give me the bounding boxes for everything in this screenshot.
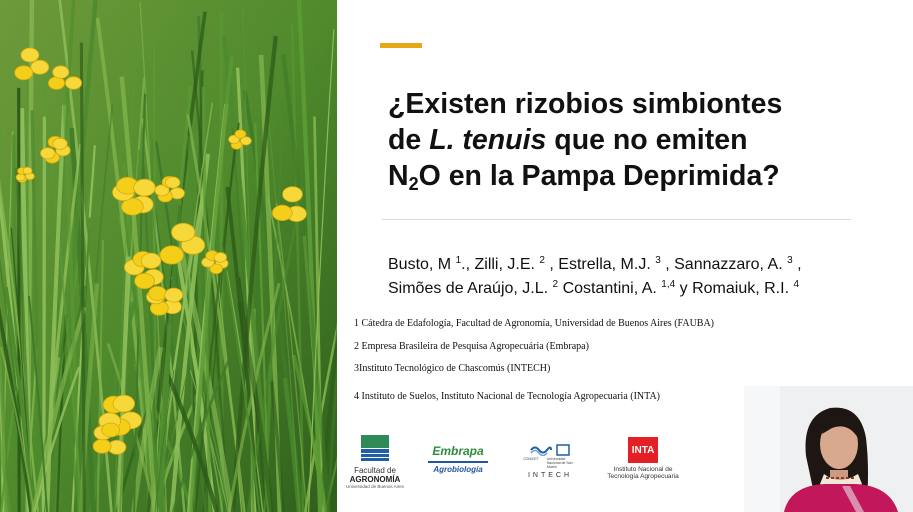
fauba-line-3: Universidad de Buenos Aires: [346, 484, 404, 489]
title-line-3-pre: N: [388, 160, 409, 192]
fauba-logo: [340, 428, 410, 489]
presenter-portrait: [744, 386, 913, 512]
embrapa-logo: [426, 428, 490, 474]
poster-title: [388, 86, 888, 194]
unsam-label: Universidad Nacional de San Martín: [546, 457, 573, 469]
conicet-icon: [530, 444, 552, 456]
author-estrella: , Estrella, M.J.: [549, 256, 651, 273]
title-divider: [382, 219, 851, 220]
author-list: Busto, M $^1$., Zilli, J.E. $^2$ , Estrella, M.J. $^3$ , Sannazzaro, A. $^3$ , Simões de Araújo, J.L. $^2$ Costantini, A. $^{1,4}$ y Romaiuk, R.I. $^4$: [388, 255, 802, 297]
flower-petal: [15, 66, 33, 80]
conicet-label: CONICET: [523, 457, 539, 461]
author-zilli: ., Zilli, J.E.: [461, 256, 535, 273]
flower-petal: [31, 60, 49, 74]
intech-logo: [511, 428, 589, 479]
affiliation-4: 4 Instituto de Suelos, Instituto Nacional de Tecnología Agropecuaria (INTA): [354, 391, 661, 402]
flower-petal: [214, 253, 227, 263]
flower-petal: [53, 138, 67, 149]
inta-line-2: Tecnología Agropecuaria: [607, 473, 679, 480]
flower-petal: [141, 253, 161, 268]
accent-bar: [380, 43, 422, 48]
author-sannazzaro: , Sannazzaro, A.: [665, 256, 783, 273]
flower-petal: [113, 395, 135, 412]
flower-petal: [165, 288, 183, 302]
institution-logos: [340, 428, 740, 512]
fauba-line-1: Facultad de: [354, 466, 396, 475]
flower-petal: [235, 130, 246, 138]
affiliation-2: 2 Empresa Brasileira de Pesquisa Agropecuária (Embrapa): [354, 341, 589, 352]
flowers-illustration: [0, 0, 337, 512]
flower-petal: [166, 177, 180, 188]
flower-petal: [53, 66, 69, 79]
affiliation-3: 3Instituto Tecnológico de Chascomús (INTECH): [354, 363, 551, 374]
inta-logo: [602, 428, 684, 480]
flower-petal: [134, 179, 156, 196]
author-busto-sup: 1: [455, 255, 462, 266]
flower-petal: [93, 439, 111, 453]
title-subscript: 2: [408, 174, 419, 194]
flower-petal: [149, 286, 167, 300]
flower-petal: [283, 187, 303, 202]
flower-petal: [102, 423, 120, 437]
fauba-line-2: AGRONOMÍA: [349, 475, 401, 484]
author-estrella-sup: 3: [655, 255, 661, 266]
author-simoes: Simões de Araújo, J.L.: [388, 280, 549, 297]
author-costantini: Costantini, A.: [562, 280, 657, 297]
title-line-2-post: que no emiten: [546, 124, 748, 156]
inta-badge-text: INTA: [631, 444, 655, 456]
embrapa-sub: Agrobiología: [433, 465, 483, 474]
flower-petal: [23, 167, 32, 174]
author-sannazzaro-sup: 3: [787, 255, 793, 266]
author-romaniuk-sup: 4: [793, 279, 800, 290]
presenter-photo: [744, 386, 913, 512]
affiliation-1: 1 Cátedra de Edafología, Facultad de Agronomía, Universidad de Buenos Aires (FAUBA): [354, 318, 715, 329]
author-romaniuk: y Romaiuk, R.I.: [679, 280, 790, 297]
title-line-2-pre: de: [388, 124, 430, 156]
inta-badge-icon: [628, 437, 658, 463]
author-busto: Busto, M: [388, 256, 452, 273]
title-line-1: ¿Existen rizobios simbiontes: [388, 88, 783, 120]
species-name: L. tenuis: [429, 124, 547, 156]
author-costantini-sup: 1,4: [661, 279, 676, 290]
flower-petal: [272, 205, 292, 220]
flower-petal: [65, 77, 81, 90]
title-line-3-post: O en la Pampa Deprimida?: [418, 160, 780, 192]
embrapa-name: Embrapa: [432, 444, 484, 458]
flower-petal: [135, 273, 155, 288]
flowers-photo: [0, 0, 337, 512]
author-simoes-sup: 2: [552, 279, 559, 290]
embrapa-divider: [428, 461, 488, 463]
unsam-icon: [556, 444, 570, 456]
embrapa-wordmark: [426, 444, 490, 458]
flower-petal: [21, 48, 39, 62]
author-zilli-sup: 2: [539, 255, 545, 266]
fauba-emblem-icon: [358, 434, 392, 464]
flower-petal: [160, 246, 183, 264]
flower-petal: [172, 223, 195, 241]
flower-petal: [16, 174, 25, 181]
flower-petal: [41, 148, 55, 159]
intech-name: INTECH: [527, 472, 573, 479]
inta-line-1: Instituto Nacional de: [613, 466, 673, 473]
